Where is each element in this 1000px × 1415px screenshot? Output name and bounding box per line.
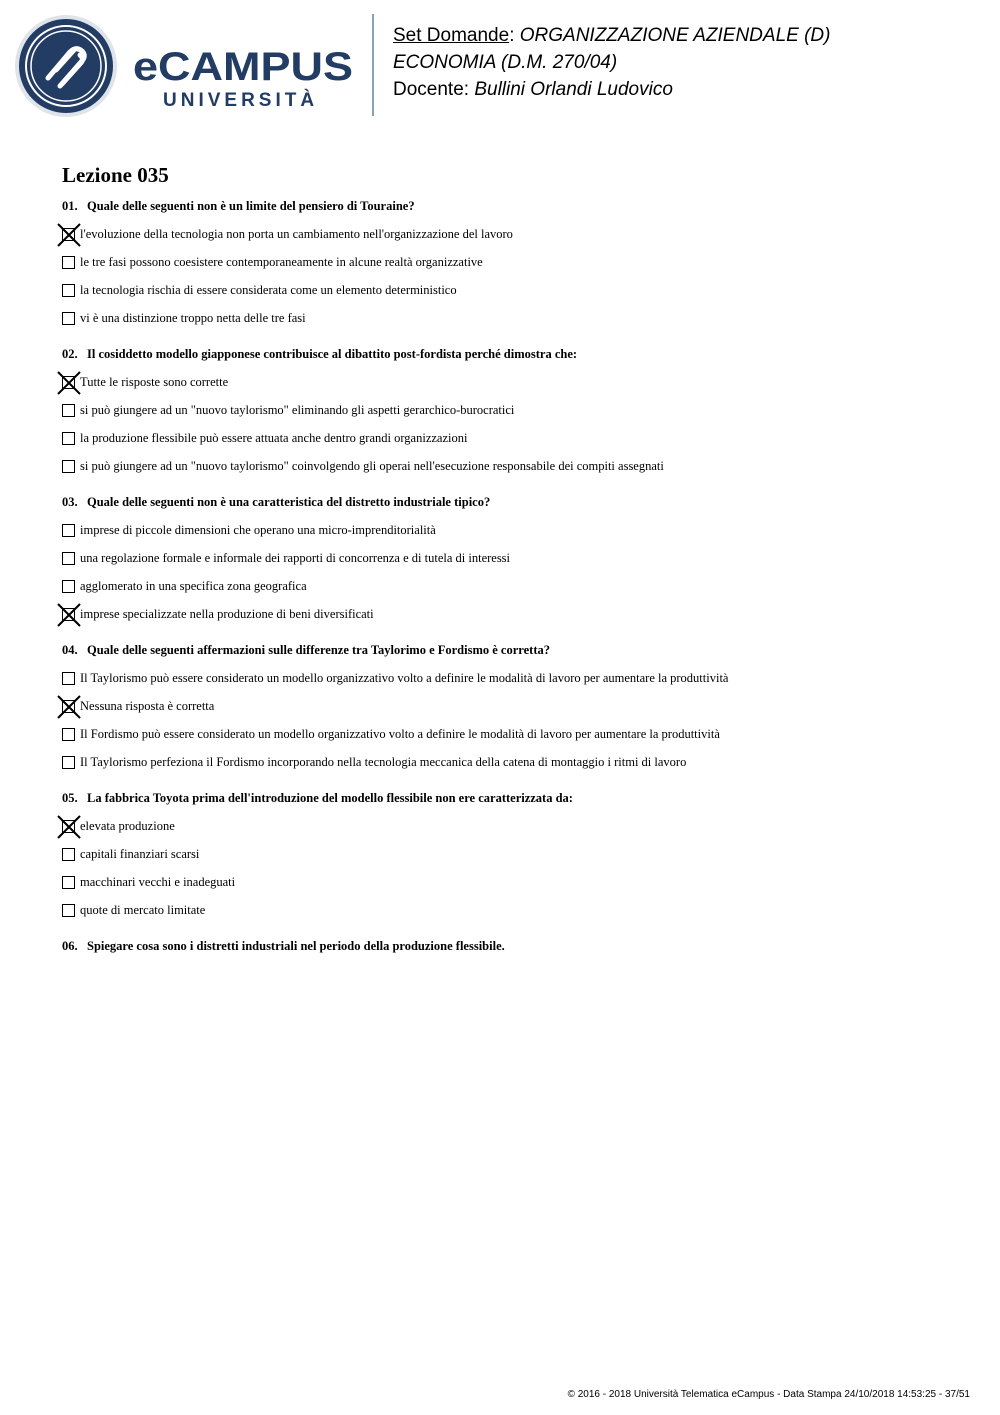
question-2 [62,346,962,480]
question-text [62,938,962,954]
question-text [62,198,962,214]
answer-option [62,544,962,572]
answer-text: elevata produzione [80,819,175,833]
question-label: La fabbrica Toyota prima dell'introduzione del modello flessibile non ere caratterizzata da: [87,791,573,805]
answer-text: quote di mercato limitate [80,903,206,917]
checkbox[interactable] [62,904,75,917]
answer-option [62,424,962,452]
quiz-content [62,162,962,968]
set-domande-value-2: ECONOMIA (D.M. 270/04) [393,52,618,73]
cross-mark-icon [56,602,82,628]
question-text [62,346,962,362]
set-domande-value-1: ORGANIZZAZIONE AZIENDALE (D) [519,25,831,46]
answer-option [62,396,962,424]
checkbox[interactable] [62,848,75,861]
answer-text: imprese di piccole dimensioni che operano una micro-imprenditorialità [80,523,436,537]
header-divider [372,14,374,116]
header-info [393,22,830,103]
cross-mark-icon [56,694,82,720]
checked-checkbox[interactable] [62,376,75,389]
question-number: 06. [62,939,78,953]
answer-option [62,368,962,396]
checkbox[interactable] [62,756,75,769]
question-3 [62,494,962,628]
checkbox[interactable] [62,580,75,593]
question-label: Quale delle seguenti non è un limite del pensiero di Touraine? [87,199,415,213]
lesson-title: Lezione 035 [62,163,169,187]
answer-text: l'evoluzione della tecnologia non porta un cambiamento nell'organizzazione del lavoro [80,227,513,241]
checkbox[interactable] [62,404,75,417]
checked-checkbox[interactable] [62,700,75,713]
checkbox[interactable] [62,552,75,565]
answer-option [62,600,962,628]
answer-option [62,840,962,868]
page-footer: © 2016 - 2018 Università Telematica eCampus - Data Stampa 24/10/2018 14:53:25 - 37/51 [567,1389,970,1400]
answer-text: Il Taylorismo perfeziona il Fordismo incorporando nella tecnologia meccanica della catena di montaggio i ritmi di lavoro [80,755,687,769]
answer-option [62,812,962,840]
checked-checkbox[interactable] [62,228,75,241]
checkbox[interactable] [62,432,75,445]
checkbox[interactable] [62,256,75,269]
answer-option [62,572,962,600]
checkbox[interactable] [62,876,75,889]
checked-checkbox[interactable] [62,608,75,621]
question-1 [62,198,962,332]
cross-mark-icon [56,814,82,840]
ecampus-wordmark-logo [133,44,355,112]
answer-text: imprese specializzate nella produzione di beni diversificati [80,607,374,621]
answer-text: si può giungere ad un "nuovo taylorismo" coinvolgendo gli operai nell'esecuzione responsabile dei compiti assegnati [80,459,664,473]
docente-line [393,76,830,103]
answer-option [62,220,962,248]
question-4 [62,642,962,776]
logo-word-top: eCAMPUS [133,45,353,89]
question-text [62,790,962,806]
answer-text: si può giungere ad un "nuovo taylorismo" eliminando gli aspetti gerarchico-burocratici [80,403,515,417]
answer-text: la tecnologia rischia di essere considerata come un elemento deterministico [80,283,457,297]
checked-checkbox[interactable] [62,820,75,833]
question-5 [62,790,962,924]
answer-option [62,304,962,332]
answer-option [62,248,962,276]
checkbox[interactable] [62,460,75,473]
cross-mark-icon [56,370,82,396]
answer-text: Il Taylorismo può essere considerato un modello organizzativo volto a definire le modalità di lavoro per aumentare la produttività [80,671,729,685]
checkbox[interactable] [62,728,75,741]
answer-text: Tutte le risposte sono corrette [80,375,229,389]
answer-text: la produzione flessibile può essere attuata anche dentro grandi organizzazioni [80,431,468,445]
set-domande-sep: : [509,25,520,46]
question-number: 05. [62,791,78,805]
set-domande-label: Set Domande [393,25,510,46]
docente-value: Bullini Orlandi Ludovico [474,79,673,100]
answer-text: Nessuna risposta è corretta [80,699,215,713]
answer-option [62,276,962,304]
page-header [0,0,1000,130]
checkbox[interactable] [62,524,75,537]
answer-option [62,868,962,896]
checkbox[interactable] [62,672,75,685]
answer-text: agglomerato in una specifica zona geografica [80,579,307,593]
logo-word-bottom: UNIVERSITÀ [163,90,319,111]
answer-text: capitali finanziari scarsi [80,847,200,861]
set-domande-line-2 [393,49,830,76]
question-text [62,494,962,510]
answer-text: vi è una distinzione troppo netta delle tre fasi [80,311,306,325]
checkbox[interactable] [62,312,75,325]
question-list [62,198,962,954]
question-number: 03. [62,495,78,509]
question-label: Il cosiddetto modello giapponese contribuisce al dibattito post-fordista perché dimostra che: [87,347,578,361]
answer-option [62,720,962,748]
answer-option [62,664,962,692]
answer-option [62,896,962,924]
question-label: Spiegare cosa sono i distretti industriali nel periodo della produzione flessibile. [87,939,505,953]
checkbox[interactable] [62,284,75,297]
ecampus-seal-logo [14,14,118,118]
answer-option [62,692,962,720]
answer-option [62,748,962,776]
answer-option [62,452,962,480]
question-label: Quale delle seguenti non è una caratteristica del distretto industriale tipico? [87,495,491,509]
question-6 [62,938,962,954]
answer-text: le tre fasi possono coesistere contemporaneamente in alcune realtà organizzative [80,255,483,269]
question-label: Quale delle seguenti affermazioni sulle differenze tra Taylorimo e Fordismo è corretta? [87,643,550,657]
question-number: 04. [62,643,78,657]
answer-text: una regolazione formale e informale dei rapporti di concorrenza e di tutela di interessi [80,551,511,565]
answer-option [62,516,962,544]
answer-text: macchinari vecchi e inadeguati [80,875,236,889]
answer-text: Il Fordismo può essere considerato un modello organizzativo volto a definire le modalità di lavoro per aumentare la produttività [80,727,720,741]
question-number: 01. [62,199,78,213]
question-number: 02. [62,347,78,361]
cross-mark-icon [56,222,82,248]
docente-label: Docente: [393,79,475,100]
question-text [62,642,962,658]
set-domande-line [393,22,830,49]
